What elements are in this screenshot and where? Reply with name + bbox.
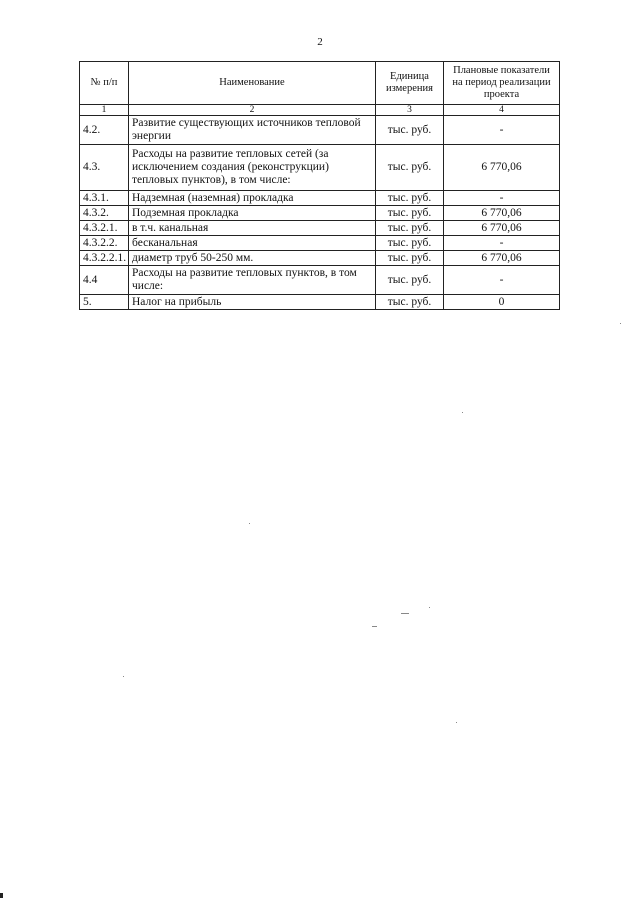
- row-num: 4.3.2.: [80, 206, 129, 221]
- header-num: № п/п: [80, 62, 129, 105]
- page-number: 2: [317, 36, 323, 48]
- column-number: 3: [376, 105, 444, 116]
- row-name: Надземная (наземная) прокладка: [129, 191, 376, 206]
- row-unit: тыс. руб.: [376, 251, 444, 266]
- row-unit: тыс. руб.: [376, 191, 444, 206]
- row-value: 6 770,06: [444, 206, 560, 221]
- scan-speck: [462, 412, 463, 413]
- row-unit: тыс. руб.: [376, 236, 444, 251]
- row-value: 0: [444, 295, 560, 310]
- row-name: диаметр труб 50-250 мм.: [129, 251, 376, 266]
- row-value: 6 770,06: [444, 251, 560, 266]
- row-unit: тыс. руб.: [376, 145, 444, 191]
- table-row: [80, 221, 560, 236]
- table-row: [80, 295, 560, 310]
- table-row: [80, 206, 560, 221]
- scan-speck: [123, 676, 124, 677]
- row-unit: тыс. руб.: [376, 295, 444, 310]
- row-value: -: [444, 191, 560, 206]
- row-value: 6 770,06: [444, 221, 560, 236]
- row-num: 4.3.: [80, 145, 129, 191]
- row-name: Расходы на развитие тепловых пунктов, в том числе:: [129, 266, 376, 295]
- row-name: Расходы на развитие тепловых сетей (за исключением создания (реконструкции) тепловых пунктов), в том числе:: [129, 145, 376, 191]
- row-value: 6 770,06: [444, 145, 560, 191]
- table-row: [80, 145, 560, 191]
- row-name: в т.ч. канальная: [129, 221, 376, 236]
- scan-speck: [372, 626, 377, 627]
- row-unit: тыс. руб.: [376, 221, 444, 236]
- row-name: Развитие существующих источников тепловой энергии: [129, 116, 376, 145]
- row-value: -: [444, 116, 560, 145]
- row-name: бесканальная: [129, 236, 376, 251]
- scan-speck: [401, 613, 409, 614]
- table-row: [80, 251, 560, 266]
- table-row: [80, 236, 560, 251]
- column-number: 2: [129, 105, 376, 116]
- financial-table: [79, 61, 560, 310]
- row-name: Налог на прибыль: [129, 295, 376, 310]
- row-num: 4.4: [80, 266, 129, 295]
- row-num: 4.3.2.1.: [80, 221, 129, 236]
- row-unit: тыс. руб.: [376, 206, 444, 221]
- column-number: 1: [80, 105, 129, 116]
- column-number: 4: [444, 105, 560, 116]
- header-plan: Плановые показатели на период реализации проекта: [444, 62, 560, 105]
- row-unit: тыс. руб.: [376, 266, 444, 295]
- row-value: -: [444, 236, 560, 251]
- row-unit: тыс. руб.: [376, 116, 444, 145]
- table-header-row: [80, 62, 560, 105]
- row-value: -: [444, 266, 560, 295]
- scan-speck: [249, 523, 250, 524]
- table-row: [80, 191, 560, 206]
- scan-edge-mark: [0, 893, 3, 898]
- header-name: Наименование: [129, 62, 376, 105]
- table-row: [80, 266, 560, 295]
- row-num: 4.3.2.2.1.: [80, 251, 129, 266]
- row-num: 4.2.: [80, 116, 129, 145]
- row-num: 5.: [80, 295, 129, 310]
- row-name: Подземная прокладка: [129, 206, 376, 221]
- scan-speck: [456, 722, 457, 723]
- column-number-row: [80, 105, 560, 116]
- scan-speck: [429, 607, 430, 608]
- row-num: 4.3.2.2.: [80, 236, 129, 251]
- header-unit: Единица измерения: [376, 62, 444, 105]
- scan-speck: [620, 323, 621, 324]
- table-row: [80, 116, 560, 145]
- row-num: 4.3.1.: [80, 191, 129, 206]
